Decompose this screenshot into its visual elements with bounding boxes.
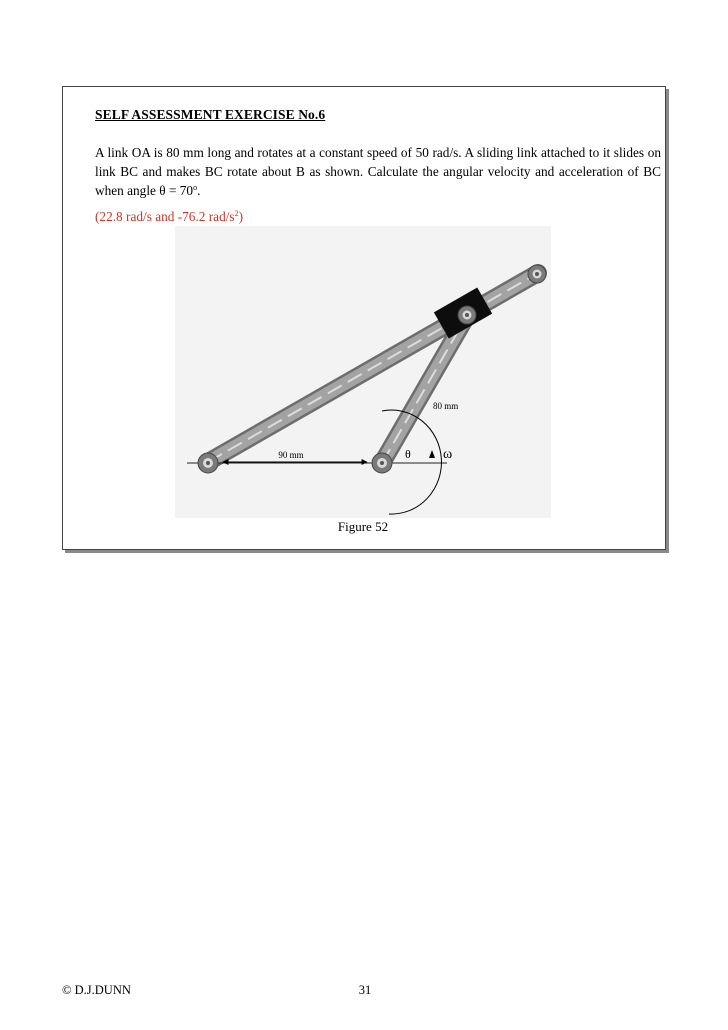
link-end xyxy=(528,265,546,283)
degree-sup: o xyxy=(193,183,198,192)
page-number: 31 xyxy=(358,983,372,997)
pivot-a xyxy=(458,306,476,324)
answer-text xyxy=(95,209,243,225)
label-omega: ω xyxy=(443,447,453,462)
answer-end: ) xyxy=(238,209,244,224)
answer-main: (22.8 rad/s and -76.2 rad/s xyxy=(95,209,235,224)
exercise-text xyxy=(95,143,661,200)
mechanism-figure xyxy=(175,226,551,518)
exercise-heading: SELF ASSESSMENT EXERCISE No.6 xyxy=(95,107,326,122)
footer-copyright: © D.J.DUNN xyxy=(62,983,131,997)
pivot-b xyxy=(372,453,392,473)
figure-caption: Figure 52 xyxy=(337,519,389,534)
exercise-text-end: . xyxy=(197,183,201,198)
label-80mm: 80 mm xyxy=(433,401,459,411)
pivot-c xyxy=(198,453,218,473)
exercise-text-main: A link OA is 80 mm long and rotates at a constant speed of 50 rad/s. A sliding link attached to it slides on link BC and makes BC rotate about B as shown. Calculate the angular velocity and acceleration of BC when angle θ = 70 xyxy=(95,145,661,198)
label-90mm: 90 mm xyxy=(278,450,304,460)
answer-sup: 2 xyxy=(234,209,239,218)
label-theta: θ xyxy=(405,447,411,461)
